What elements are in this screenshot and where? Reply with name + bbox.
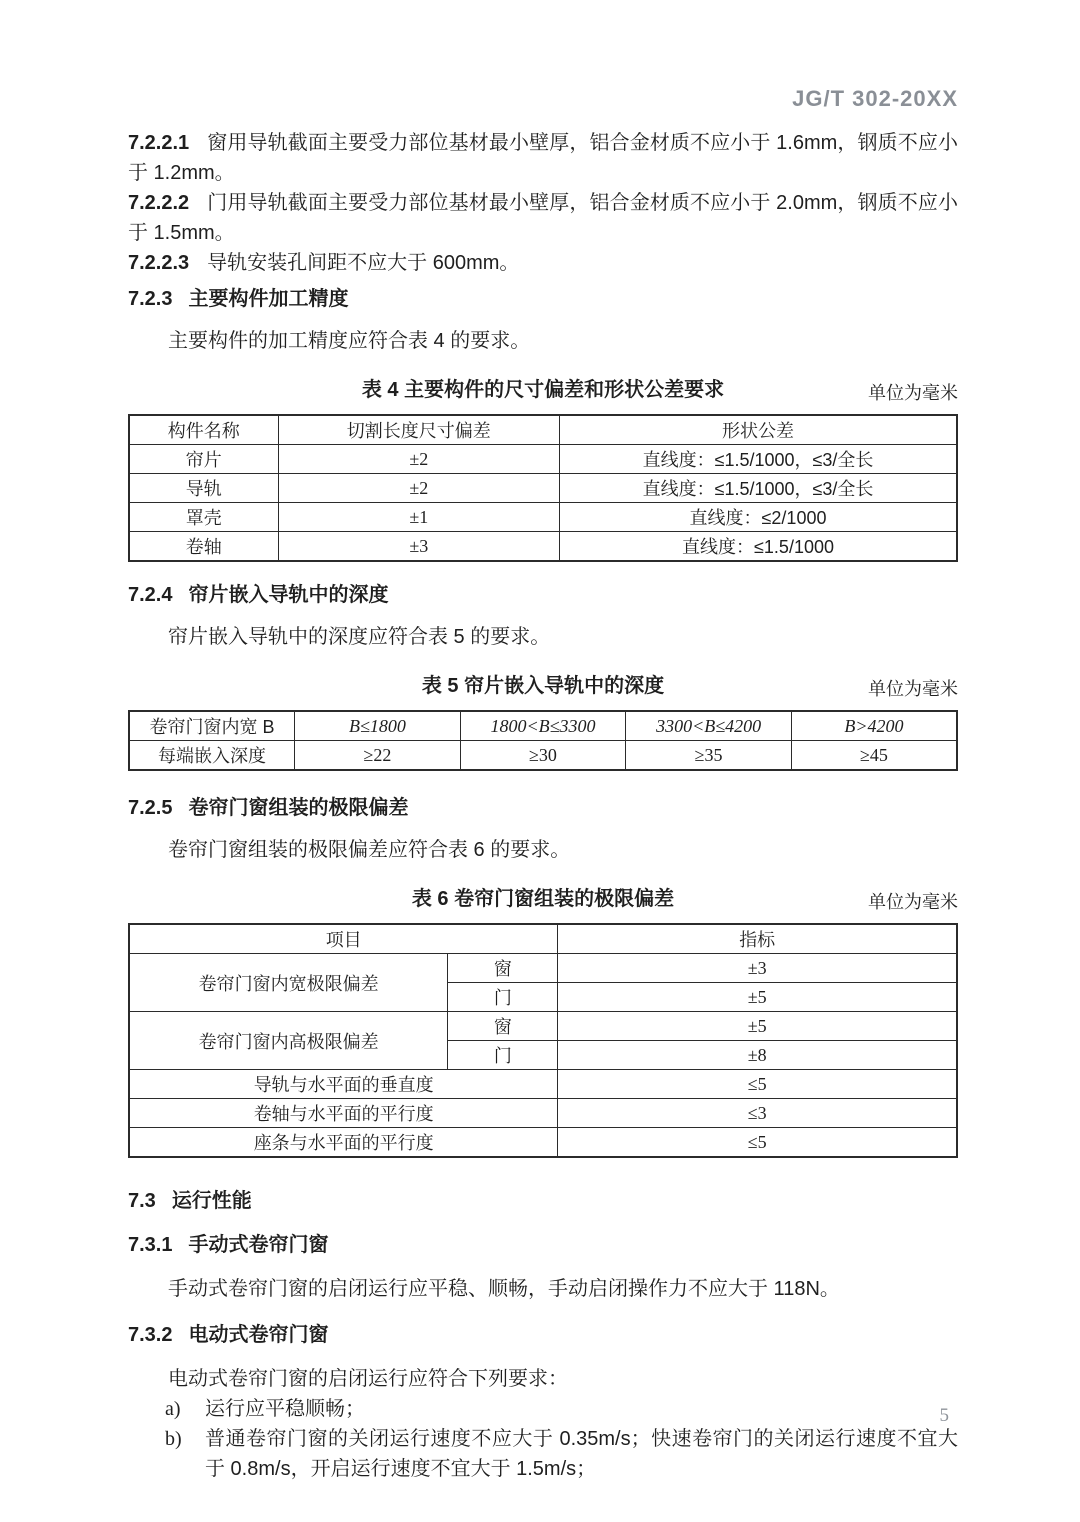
table-cell: 1800<B≤3300 xyxy=(460,711,626,741)
table-header-cell: 构件名称 xyxy=(129,415,278,445)
section-number: 7.3.1 xyxy=(128,1234,173,1256)
section-title: 运行性能 xyxy=(171,1190,252,1212)
table-header-cell: 项目 xyxy=(129,924,558,954)
heading-7.3 xyxy=(128,1186,958,1216)
para-7.3.2-intro: 电动式卷帘门窗的启闭运行应符合下列要求： xyxy=(168,1368,568,1390)
section-title: 帘片嵌入导轨中的深度 xyxy=(188,584,389,606)
table-cell: B≤1800 xyxy=(295,711,461,741)
table-cell: ±1 xyxy=(278,503,560,532)
table-header-cell: 切割长度尺寸偏差 xyxy=(278,415,560,445)
section-number: 7.2.3 xyxy=(128,288,173,310)
clause-list xyxy=(128,128,958,278)
table6-caption: 表 6 卷帘门窗组装的极限偏差 xyxy=(411,888,675,910)
table-cell: ±2 xyxy=(278,445,560,474)
clause-text: 门用导轨截面主要受力部位基材最小壁厚，铝合金材质不应小于 2.0mm，钢质不应小于 1.5mm。 xyxy=(128,192,958,244)
para-7.2.3: 主要构件的加工精度应符合表 4 的要求。 xyxy=(168,330,531,352)
section-number: 7.3 xyxy=(128,1190,156,1212)
table-cell: ±3 xyxy=(558,954,957,983)
page-number: 5 xyxy=(939,1405,949,1426)
table-row xyxy=(129,954,957,983)
clause-7.2.2.2 xyxy=(128,188,958,248)
table-header-row xyxy=(129,924,957,954)
table-cell: 直线度：≤1.5/1000，≤3/全长 xyxy=(560,474,957,503)
table-cell: 罩壳 xyxy=(129,503,278,532)
table-row xyxy=(129,1128,957,1158)
table-cell: 门 xyxy=(448,1041,558,1070)
table-cell: ≤5 xyxy=(558,1070,957,1099)
heading-7.3.2 xyxy=(128,1320,958,1350)
list-marker: b) xyxy=(165,1428,182,1450)
table6 xyxy=(128,923,958,1158)
heading-7.2.4 xyxy=(128,580,958,610)
table-cell: 卷轴与水平面的平行度 xyxy=(129,1099,558,1128)
table5-caption: 表 5 帘片嵌入导轨中的深度 xyxy=(421,675,665,697)
table5 xyxy=(128,710,958,771)
table-cell: ≤3 xyxy=(558,1099,957,1128)
table-cell: 每端嵌入深度 xyxy=(129,741,295,771)
section-title: 电动式卷帘门窗 xyxy=(188,1324,329,1346)
clause-text: 窗用导轨截面主要受力部位基材最小壁厚，铝合金材质不应小于 1.6mm，钢质不应小于 1.2mm。 xyxy=(128,132,958,184)
table-cell: 直线度：≤1.5/1000 xyxy=(560,532,957,562)
table-cell: 窗 xyxy=(448,1012,558,1041)
table-cell: 门 xyxy=(448,983,558,1012)
list-text: 普通卷帘门窗的关闭运行速度不应大于 0.35m/s；快速卷帘门的关闭运行速度不宜大于 0.8m/s，开启运行速度不宜大于 1.5m/s； xyxy=(205,1428,958,1480)
table-row xyxy=(129,445,957,474)
table4 xyxy=(128,414,958,562)
table4-caption: 表 4 主要构件的尺寸偏差和形状公差要求 xyxy=(361,379,725,401)
table-header-cell: 指标 xyxy=(558,924,957,954)
table-row xyxy=(129,474,957,503)
table4-unit-label: 单位为毫米 xyxy=(868,383,958,403)
table-row xyxy=(129,741,957,771)
table-cell: ±2 xyxy=(278,474,560,503)
table-header-row xyxy=(129,415,957,445)
table-cell: ≥35 xyxy=(626,741,792,771)
clause-number: 7.2.2.1 xyxy=(128,132,190,154)
section-title: 卷帘门窗组装的极限偏差 xyxy=(188,797,409,819)
document-code: JG/T 302-20XX xyxy=(792,86,958,111)
table-header-cell: 形状公差 xyxy=(560,415,957,445)
table-cell: ±5 xyxy=(558,983,957,1012)
clause-number: 7.2.2.2 xyxy=(128,192,190,214)
para-7.3.1: 手动式卷帘门窗的启闭运行应平稳、顺畅，手动启闭操作力不应大于 118N。 xyxy=(168,1278,840,1300)
para-7.2.4: 帘片嵌入导轨中的深度应符合表 5 的要求。 xyxy=(168,626,551,648)
list-text: 运行应平稳顺畅； xyxy=(205,1398,365,1420)
table-cell: ≤5 xyxy=(558,1128,957,1158)
table-cell: 窗 xyxy=(448,954,558,983)
clause-number: 7.2.2.3 xyxy=(128,252,190,274)
table-cell: 导轨与水平面的垂直度 xyxy=(129,1070,558,1099)
section-title: 主要构件加工精度 xyxy=(188,288,349,310)
table-cell: ≥30 xyxy=(460,741,626,771)
table-cell: B>4200 xyxy=(791,711,957,741)
table-cell: 卷轴 xyxy=(129,532,278,562)
clause-text: 导轨安装孔间距不应大于 600mm。 xyxy=(207,252,520,274)
page-header xyxy=(128,86,958,112)
section-number: 7.3.2 xyxy=(128,1324,173,1346)
section-number: 7.2.4 xyxy=(128,584,173,606)
table-cell: 座条与水平面的平行度 xyxy=(129,1128,558,1158)
section-number: 7.2.5 xyxy=(128,797,173,819)
table-cell: 卷帘门窗内宽 B xyxy=(129,711,295,741)
list-item-b xyxy=(165,1424,958,1484)
table-cell: ≥45 xyxy=(791,741,957,771)
table-row xyxy=(129,532,957,562)
table4-caption-row xyxy=(128,376,958,404)
table-row xyxy=(129,503,957,532)
table-cell: 导轨 xyxy=(129,474,278,503)
table-cell: 直线度：≤1.5/1000，≤3/全长 xyxy=(560,445,957,474)
section-title: 手动式卷帘门窗 xyxy=(188,1234,329,1256)
table-row xyxy=(129,1012,957,1041)
list-item-a xyxy=(165,1394,958,1424)
table-cell: 卷帘门窗内宽极限偏差 xyxy=(129,954,448,1012)
table5-unit-label: 单位为毫米 xyxy=(868,679,958,699)
table-cell: 3300<B≤4200 xyxy=(626,711,792,741)
table-cell: ±8 xyxy=(558,1041,957,1070)
para-7.2.5: 卷帘门窗组装的极限偏差应符合表 6 的要求。 xyxy=(168,839,571,861)
table-row xyxy=(129,1070,957,1099)
table-row xyxy=(129,711,957,741)
table-row xyxy=(129,1099,957,1128)
table-cell: 卷帘门窗内高极限偏差 xyxy=(129,1012,448,1070)
table6-caption-row xyxy=(128,885,958,913)
table-cell: 直线度：≤2/1000 xyxy=(560,503,957,532)
clause-7.2.2.3 xyxy=(128,248,958,278)
table6-unit-label: 单位为毫米 xyxy=(868,892,958,912)
list-marker: a) xyxy=(165,1398,181,1420)
heading-7.2.5 xyxy=(128,793,958,823)
table-cell: ±5 xyxy=(558,1012,957,1041)
table-cell: 帘片 xyxy=(129,445,278,474)
heading-7.2.3 xyxy=(128,284,958,314)
clause-7.2.2.1 xyxy=(128,128,958,188)
heading-7.3.1 xyxy=(128,1230,958,1260)
table5-caption-row xyxy=(128,672,958,700)
table-cell: ≥22 xyxy=(295,741,461,771)
table-cell: ±3 xyxy=(278,532,560,562)
